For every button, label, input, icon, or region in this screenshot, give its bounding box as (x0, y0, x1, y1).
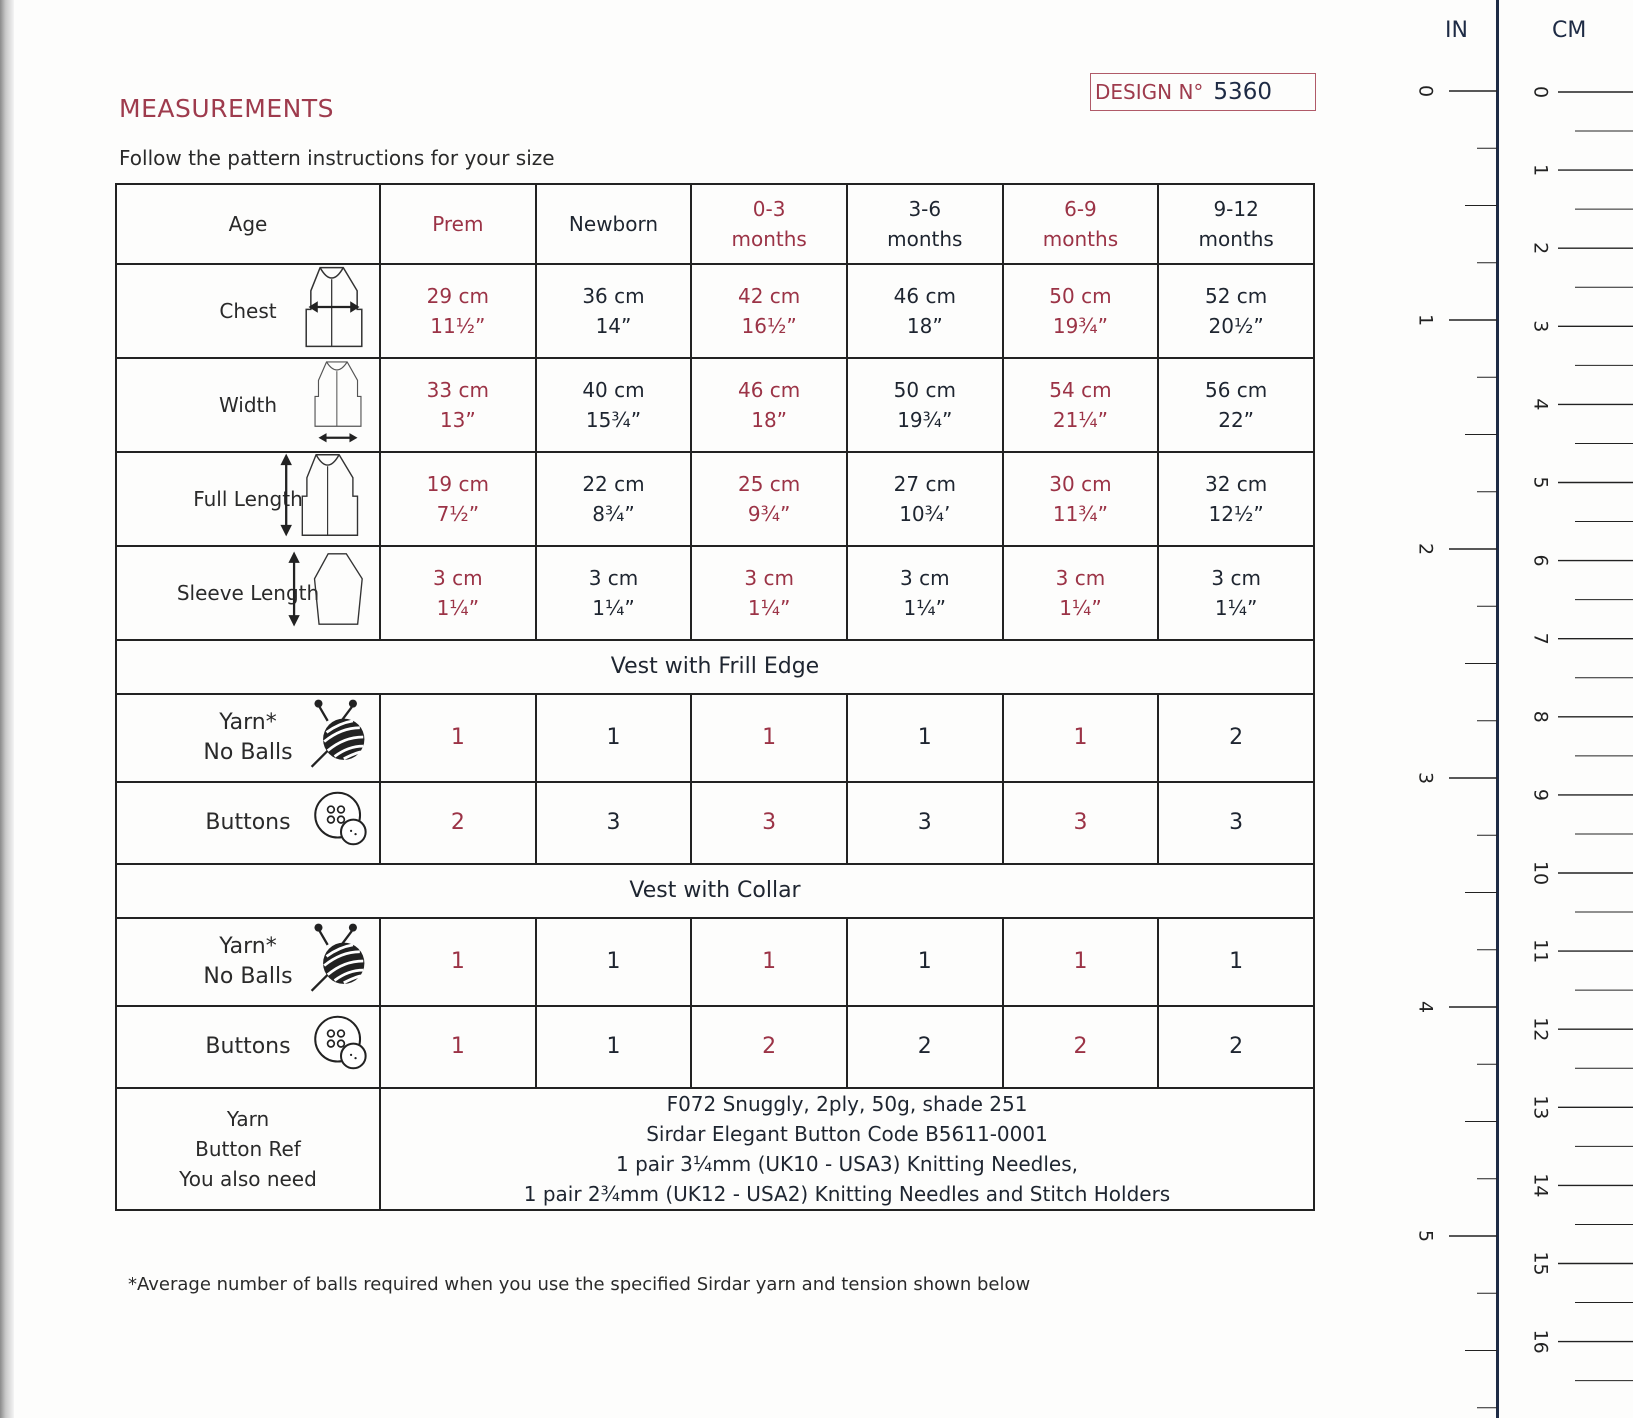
yarn-balls-value: 1 (917, 949, 932, 974)
design-number-box (1090, 73, 1316, 111)
age-header-row (116, 184, 1314, 264)
cm-number: 6 (1529, 554, 1552, 567)
measurement-row-sleeve-length (116, 546, 1314, 640)
measurement-label-cell (116, 358, 380, 452)
ruler-cm-label: CM (1552, 18, 1587, 43)
buttons-cell (691, 1006, 847, 1088)
button-icon (313, 1015, 369, 1080)
value-inches: 20½” (1208, 314, 1264, 338)
size-label: 6-9 (1064, 197, 1097, 221)
value-cm: 40 cm (582, 378, 645, 402)
value-inches: 1¼” (1214, 596, 1258, 620)
buttons-cell (1158, 1006, 1314, 1088)
value-cm: 3 cm (900, 566, 950, 590)
measurement-label-cell (116, 264, 380, 358)
materials-detail-line: F072 Snuggly, 2ply, 50g, shade 251 (666, 1092, 1028, 1116)
buttons-value: 3 (1229, 810, 1244, 835)
button-icon (313, 791, 369, 856)
materials-labels-cell (116, 1088, 380, 1210)
measurement-value-cell (847, 358, 1003, 452)
size-label-months: months (1042, 227, 1119, 251)
value-cm: 46 cm (893, 284, 956, 308)
page-title: MEASUREMENTS (119, 94, 335, 123)
measurement-value-cell (1003, 264, 1159, 358)
yarn-balls-cell (536, 694, 692, 782)
buttons-value: 3 (1073, 810, 1088, 835)
cm-number: 5 (1529, 476, 1552, 489)
cardigan-chest-arrow-icon (299, 263, 369, 359)
section-header-row (116, 864, 1314, 918)
cm-number: 14 (1529, 1173, 1552, 1198)
value-cm: 50 cm (1049, 284, 1112, 308)
measurement-value-cell (1003, 452, 1159, 546)
materials-label: Button Ref (195, 1137, 301, 1161)
value-inches: 8¾” (592, 502, 635, 526)
buttons-value: 3 (917, 810, 932, 835)
measurement-value-cell (380, 452, 536, 546)
measurements-table (115, 183, 1315, 1211)
buttons-value: 1 (450, 1034, 465, 1059)
measurement-value-cell (1158, 546, 1314, 640)
inch-number: 5 (1414, 1229, 1437, 1243)
size-label: 9-12 (1213, 197, 1259, 221)
yarn-label-cell (116, 694, 380, 782)
buttons-value: 2 (1229, 1034, 1244, 1059)
cm-number: 16 (1529, 1329, 1552, 1354)
size-header-3 (847, 184, 1003, 264)
buttons-value: 2 (917, 1034, 932, 1059)
value-cm: 46 cm (737, 378, 801, 402)
materials-info-row (116, 1088, 1314, 1210)
cm-number: 3 (1529, 320, 1552, 333)
buttons-value: 2 (1073, 1034, 1088, 1059)
buttons-value: 3 (606, 810, 621, 835)
cm-number: 12 (1529, 1017, 1552, 1042)
section-title-cell (116, 864, 1314, 918)
yarn-balls-value: 1 (762, 725, 777, 750)
yarn-balls-value: 1 (450, 725, 465, 750)
measurement-label: Full Length (193, 487, 303, 511)
value-inches: 1¼” (436, 596, 480, 620)
value-cm: 3 cm (1211, 566, 1261, 590)
measurement-value-cell (847, 546, 1003, 640)
measurement-label: Width (218, 393, 278, 417)
yarn-balls-cell (847, 918, 1003, 1006)
materials-detail-line: Sirdar Elegant Button Code B5611-0001 (646, 1122, 1048, 1146)
footnote: *Average number of balls required when you use the specified Sirdar yarn and tension shown below (128, 1274, 1031, 1295)
value-inches: 1¼” (1059, 596, 1102, 620)
value-inches: 19¾” (1052, 314, 1109, 338)
size-label: 0-3 (752, 197, 786, 221)
yarn-balls-row (116, 918, 1314, 1006)
measurement-value-cell (691, 264, 847, 358)
cm-number: 4 (1529, 398, 1552, 411)
value-inches: 1¼” (747, 596, 791, 620)
measurement-label: Sleeve Length (176, 581, 320, 605)
yarn-balls-value: 2 (1229, 725, 1244, 750)
value-cm: 29 cm (426, 284, 489, 308)
yarn-balls-cell (380, 918, 536, 1006)
buttons-cell (1003, 1006, 1159, 1088)
sleeve-length-arrow-icon (285, 549, 369, 637)
cardigan-width-arrow-icon (307, 357, 369, 453)
yarn-balls-cell (1158, 694, 1314, 782)
value-inches: 10¾’ (899, 502, 951, 526)
value-inches: 18” (751, 408, 788, 432)
cm-number: 2 (1529, 242, 1552, 255)
measurement-row-chest (116, 264, 1314, 358)
measurement-value-cell (536, 264, 692, 358)
measurement-value-cell (380, 358, 536, 452)
value-inches: 1¼” (592, 596, 635, 620)
yarn-balls-value: 1 (917, 725, 932, 750)
cm-number: 13 (1529, 1095, 1552, 1120)
value-cm: 3 cm (588, 566, 639, 590)
cm-number: 15 (1529, 1251, 1552, 1276)
cardigan-length-arrow-icon (277, 450, 369, 548)
buttons-cell (847, 782, 1003, 864)
value-inches: 11½” (430, 314, 486, 338)
measurement-value-cell (691, 452, 847, 546)
age-label-cell (116, 184, 380, 264)
size-header-0 (380, 184, 536, 264)
yarn-balls-cell (691, 918, 847, 1006)
size-header-2 (691, 184, 847, 264)
yarn-balls-cell (380, 694, 536, 782)
page-subtitle: Follow the pattern instructions for your size (119, 146, 555, 170)
size-header-5 (1158, 184, 1314, 264)
yarn-balls-value: 1 (1229, 949, 1244, 974)
inch-number: 3 (1414, 771, 1437, 785)
materials-detail-line: 1 pair 3¼mm (UK10 - USA3) Knitting Needles, (615, 1152, 1079, 1176)
cm-number: 1 (1529, 164, 1552, 177)
value-cm: 50 cm (893, 378, 956, 402)
materials-label: You also need (179, 1167, 317, 1191)
size-label-months: months (1198, 227, 1274, 251)
book-spine-shadow (0, 0, 14, 1418)
measurement-value-cell (847, 452, 1003, 546)
value-inches: 19¾” (897, 408, 953, 432)
buttons-cell (1158, 782, 1314, 864)
buttons-cell (1003, 782, 1159, 864)
buttons-label-cell (116, 782, 380, 864)
value-cm: 3 cm (744, 566, 794, 590)
value-inches: 16½” (741, 314, 797, 338)
value-cm: 52 cm (1204, 284, 1268, 308)
value-inches: 15¾” (585, 408, 642, 432)
size-label: 3-6 (908, 197, 942, 221)
measurement-row-width (116, 358, 1314, 452)
value-cm: 19 cm (426, 472, 489, 496)
yarn-balls-value: 1 (762, 949, 777, 974)
yarn-balls-cell (847, 694, 1003, 782)
size-label-months: months (731, 227, 807, 251)
measurement-value-cell (1158, 264, 1314, 358)
yarn-label: Yarn* (219, 934, 277, 959)
value-cm: 54 cm (1049, 378, 1112, 402)
value-inches: 22” (1218, 408, 1255, 432)
value-cm: 36 cm (582, 284, 645, 308)
value-inches: 13” (439, 408, 476, 432)
yarn-balls-value: 1 (450, 949, 465, 974)
ruler-inch-label: IN (1445, 18, 1468, 43)
measurement-value-cell (536, 358, 692, 452)
value-inches: 11¾” (1052, 502, 1109, 526)
measurement-value-cell (847, 264, 1003, 358)
value-cm: 3 cm (433, 566, 483, 590)
measurement-value-cell (1158, 452, 1314, 546)
value-inches: 21¼” (1052, 408, 1109, 432)
buttons-value: 1 (606, 1034, 621, 1059)
size-header-4 (1003, 184, 1159, 264)
buttons-label: Buttons (205, 810, 291, 835)
buttons-row (116, 1006, 1314, 1088)
yarn-balls-value: 1 (1073, 949, 1088, 974)
value-inches: 9¾” (747, 502, 791, 526)
value-cm: 42 cm (737, 284, 801, 308)
no-balls-label: No Balls (203, 740, 293, 765)
age-label: Age (228, 212, 268, 236)
value-cm: 25 cm (737, 472, 801, 496)
measurement-value-cell (1003, 546, 1159, 640)
value-inches: 1¼” (903, 596, 947, 620)
yarn-label-cell (116, 918, 380, 1006)
measurement-label-cell (116, 452, 380, 546)
yarn-balls-value: 1 (606, 949, 621, 974)
value-inches: 7½” (436, 502, 480, 526)
materials-detail-line: 1 pair 2¾mm (UK12 - USA2) Knitting Needles and Stitch Holders (523, 1182, 1171, 1206)
measurement-value-cell (380, 546, 536, 640)
design-label: DESIGN N° (1095, 80, 1204, 104)
cm-number: 10 (1529, 860, 1552, 886)
size-header-1 (536, 184, 692, 264)
buttons-cell (847, 1006, 1003, 1088)
measurement-value-cell (691, 358, 847, 452)
buttons-cell (536, 1006, 692, 1088)
buttons-label: Buttons (205, 1034, 291, 1059)
value-inches: 14” (595, 314, 632, 338)
yarn-balls-cell (1003, 694, 1159, 782)
yarn-balls-value: 1 (1073, 725, 1088, 750)
buttons-cell (691, 782, 847, 864)
value-inches: 12½” (1208, 502, 1264, 526)
buttons-value: 3 (762, 810, 777, 835)
cm-number: 7 (1529, 632, 1552, 645)
cm-number: 8 (1529, 710, 1552, 723)
value-cm: 22 cm (582, 472, 645, 496)
value-cm: 56 cm (1204, 378, 1268, 402)
yarn-balls-cell (691, 694, 847, 782)
measurement-row-full-length (116, 452, 1314, 546)
materials-details-cell (380, 1088, 1314, 1210)
measurement-value-cell (1158, 358, 1314, 452)
yarn-ball-needles-icon (307, 698, 369, 779)
size-label-months: months (887, 227, 963, 251)
size-label: Prem (432, 212, 484, 236)
buttons-cell (380, 1006, 536, 1088)
design-number: 5360 (1213, 79, 1272, 105)
buttons-value: 2 (450, 810, 465, 835)
cm-number: 11 (1529, 939, 1552, 964)
section-title: Vest with Collar (629, 878, 801, 903)
yarn-balls-cell (536, 918, 692, 1006)
measurement-value-cell (691, 546, 847, 640)
value-cm: 33 cm (426, 378, 489, 402)
yarn-label: Yarn* (219, 710, 277, 735)
cm-number: 0 (1529, 85, 1552, 99)
inch-number: 0 (1414, 84, 1437, 98)
value-cm: 3 cm (1055, 566, 1106, 590)
yarn-ball-needles-icon (307, 922, 369, 1003)
materials-label: Yarn (226, 1107, 270, 1131)
section-title: Vest with Frill Edge (610, 654, 820, 679)
no-balls-label: No Balls (203, 964, 293, 989)
value-cm: 27 cm (893, 472, 956, 496)
yarn-balls-cell (1003, 918, 1159, 1006)
value-cm: 30 cm (1049, 472, 1112, 496)
buttons-label-cell (116, 1006, 380, 1088)
section-title-cell (116, 640, 1314, 694)
value-cm: 32 cm (1204, 472, 1268, 496)
measurement-value-cell (1003, 358, 1159, 452)
section-header-row (116, 640, 1314, 694)
inch-number: 1 (1414, 313, 1437, 327)
measurement-value-cell (380, 264, 536, 358)
yarn-balls-row (116, 694, 1314, 782)
buttons-cell (380, 782, 536, 864)
inch-number: 2 (1414, 542, 1437, 556)
cm-number: 9 (1529, 788, 1552, 801)
buttons-row (116, 782, 1314, 864)
size-label: Newborn (568, 212, 659, 236)
measurement-value-cell (536, 452, 692, 546)
yarn-balls-value: 1 (606, 725, 621, 750)
inch-number: 4 (1414, 1000, 1437, 1014)
buttons-value: 2 (762, 1034, 777, 1059)
measurement-label-cell (116, 546, 380, 640)
measuring-ruler (1380, 0, 1633, 1418)
measurement-value-cell (536, 546, 692, 640)
value-inches: 18” (906, 314, 943, 338)
measurement-label: Chest (219, 299, 277, 323)
yarn-balls-cell (1158, 918, 1314, 1006)
buttons-cell (536, 782, 692, 864)
